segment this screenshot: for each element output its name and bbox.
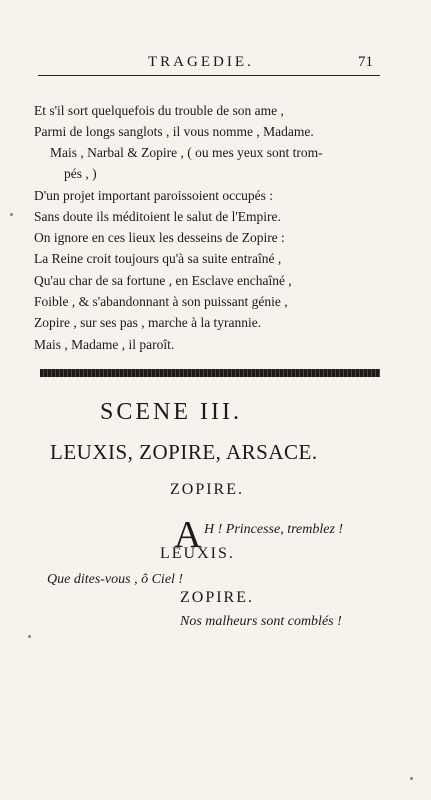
verse-line: La Reine croit toujours qu'à sa suite entraîné , <box>34 251 282 266</box>
dialogue-line: Que dites-vous , ô Ciel ! <box>47 572 184 587</box>
verse-line: Foible , & s'abandonnant à son puissant génie , <box>34 294 288 309</box>
header-rule <box>38 75 380 76</box>
verse-line: pés , ) <box>64 166 97 181</box>
verse-line: D'un projet important paroissoient occupés : <box>34 188 274 203</box>
running-header <box>38 54 378 74</box>
running-title: TRAGEDIE. <box>148 54 254 70</box>
drop-cap: A <box>174 514 202 556</box>
verse-line: Qu'au char de sa fortune , en Esclave enchaîné , <box>34 273 292 288</box>
verse-line: Et s'il sort quelquefois du trouble de son ame , <box>34 103 284 118</box>
verse-line: Zopire , sur ses pas , marche à la tyrannie. <box>34 315 262 330</box>
verse-line: Mais , Madame , il paroît. <box>34 337 175 352</box>
verse-line: Parmi de longs sanglots , il vous nomme , Madame. <box>34 124 314 139</box>
speaker-name: LEUXIS. <box>160 545 235 562</box>
speaker-name: ZOPIRE. <box>170 481 244 498</box>
ink-speck <box>28 635 31 638</box>
ink-speck <box>410 777 413 780</box>
verse-line: On ignore en ces lieux les desseins de Zopire : <box>34 230 285 245</box>
ornamental-band <box>40 369 380 377</box>
speaker-name: ZOPIRE. <box>180 589 254 606</box>
dialogue-line: Nos malheurs sont comblés ! <box>180 614 342 629</box>
scene-heading: SCENE III. <box>100 399 242 425</box>
ink-speck <box>10 213 13 216</box>
verse-line: Mais , Narbal & Zopire , ( ou mes yeux sont trom- <box>50 145 323 160</box>
cast-list: LEUXIS, ZOPIRE, ARSACE. <box>50 440 318 464</box>
page-number: 71 <box>358 54 373 70</box>
dialogue-line: H ! Princesse, tremblez ! <box>204 522 344 537</box>
verse-line: Sans doute ils méditoient le salut de l'Empire. <box>34 209 281 224</box>
